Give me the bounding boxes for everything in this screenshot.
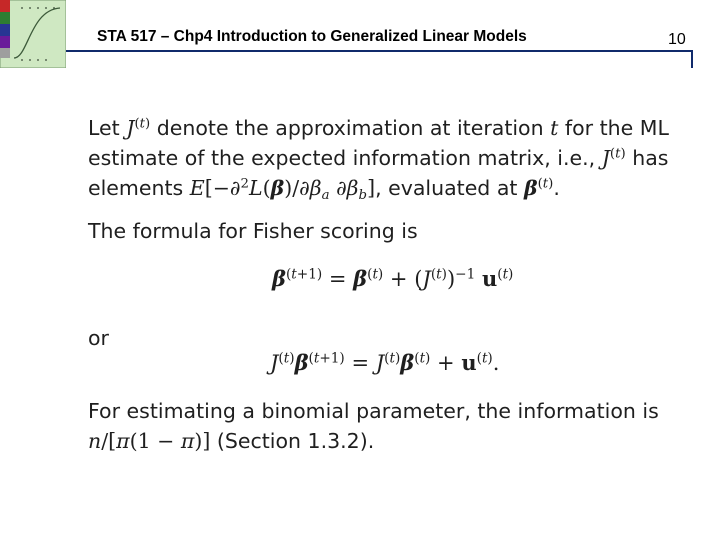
text-estimate: estimate of the expected information matrix, i.e., <box>88 146 596 170</box>
slide-title: STA 517 – Chp4 Introduction to Generalized Linear Models <box>97 28 527 45</box>
paragraph-definition-line1 <box>88 113 669 143</box>
text-for-ml: for the ML <box>564 116 669 140</box>
symbol-J-t: $J^{(t)}$ <box>126 116 151 140</box>
symbol-t: t <box>550 116 559 140</box>
text-section-ref: (Section 1.3.2). <box>216 429 375 453</box>
text-definition: denote the approximation at iteration <box>156 116 544 140</box>
paragraph-binomial-line2 <box>88 426 374 456</box>
paragraph-definition-line2 <box>88 143 668 173</box>
header-rule <box>66 50 692 52</box>
symbol-J-t-2: $J^{(t)}$ <box>601 146 626 170</box>
sigmoid-curve-logo-icon <box>0 0 66 68</box>
paragraph-definition-line3: elements $E[-\partial^2L(\beta)/\partial\beta_a$ $\partial\beta_b$], evaluated at $\beta^{(t)}$. <box>88 176 560 203</box>
text-has: has <box>632 146 669 170</box>
text-let: Let <box>88 116 120 140</box>
equation-fisher-scoring: $\beta^{(t+1)} = \beta^{(t)} + (J^{(t)})^{-1}$ $u^{(t)}$ <box>272 266 514 291</box>
text-elements: elements <box>88 176 184 200</box>
expression-binomial-info: n/[π(1 − π)] <box>88 429 211 453</box>
text-binomial-information: For estimating a binomial parameter, the information is <box>88 399 659 423</box>
header-rule-vertical <box>691 50 693 68</box>
course-logo <box>0 0 66 68</box>
text-evaluated-at: , evaluated at <box>375 176 518 200</box>
equation-fisher-scoring-alt: $J^{(t)}\beta^{(t+1)} = J^{(t)}\beta^{(t)} + u^{(t)}$. <box>270 350 500 375</box>
symbol-beta-t: $\beta^{(t)}$ <box>523 176 554 200</box>
text-fisher-scoring-intro: The formula for Fisher scoring is <box>88 219 418 243</box>
page-number: 10 <box>668 31 686 48</box>
expression-expectation: $E[-\partial^2L(\beta)/\partial\beta_a$ $\partial\beta_b$] <box>189 176 376 203</box>
text-or: or <box>88 326 109 350</box>
